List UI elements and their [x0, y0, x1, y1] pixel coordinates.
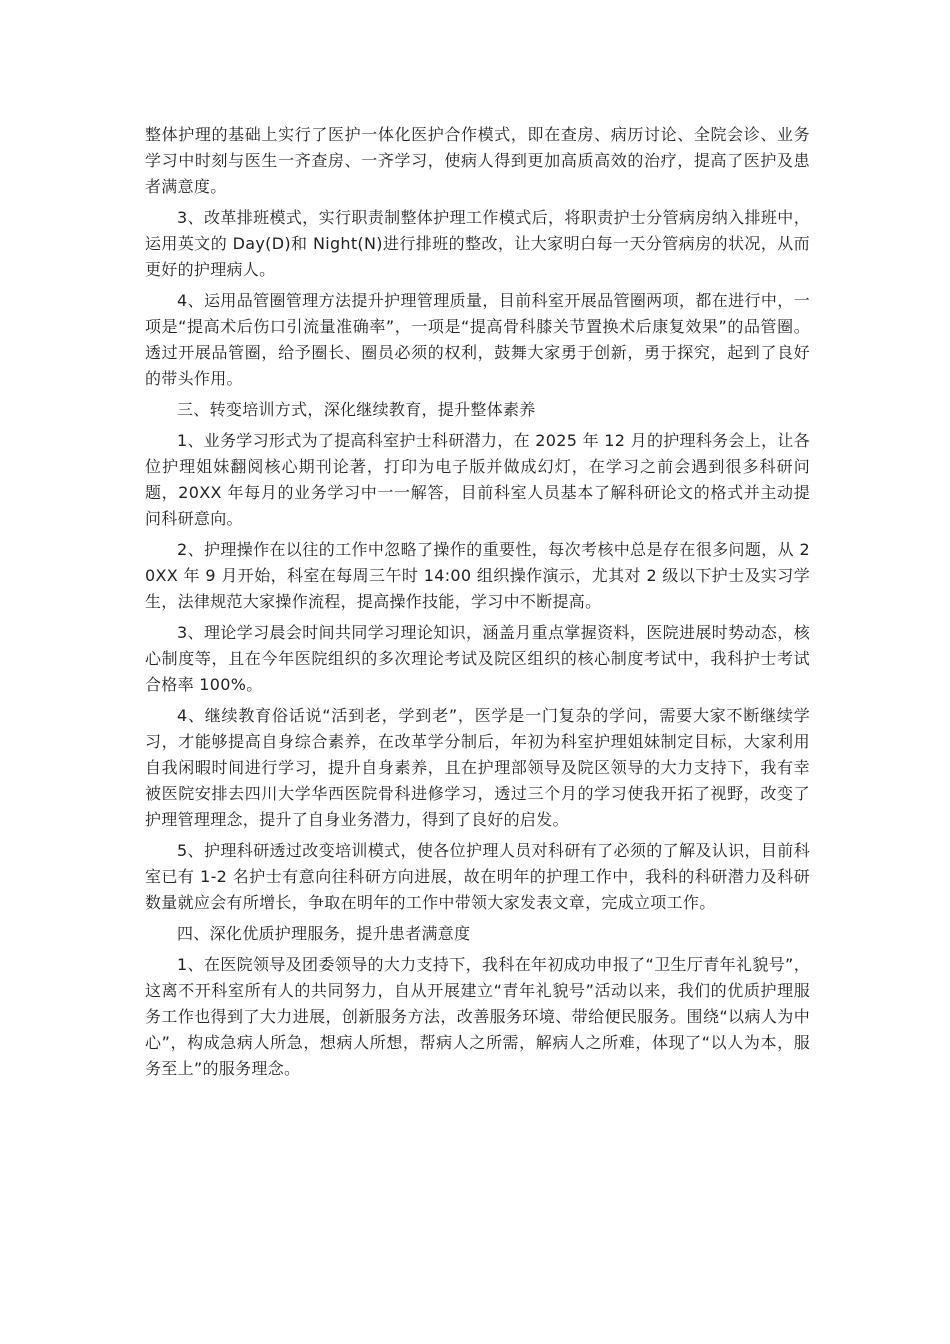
paragraph-nursing-research: 5、护理科研透过改变培训模式，使各位护理人员对科研有了必须的了解及认识，目前科室已有 1-2 名护士有意向往科研方向进展，故在明年的护理工作中，我科的科研潜力及科研数量就应会有所增长，争取在明年的工作中带领大家发表文章，完成立项工作。 [145, 841, 810, 912]
section-heading-training: 三、转变培训方式，深化继续教育，提升整体素养 [177, 400, 536, 419]
paragraph-quality-circle: 4、运用品管圈管理方法提升护理管理质量，目前科室开展品管圈两项，都在进行中，一项是“提高术后伤口引流量准确率”，一项是“提高骨科膝关节置换术后康复效果”的品管圈。透过开展品管圈，给予圈长、圈员必须的权利，鼓舞大家勇于创新，勇于探究，起到了良好的带头作用。 [145, 291, 810, 388]
paragraph-continuing-education: 4、继续教育俗话说“活到老，学到老”，医学是一门复杂的学问，需要大家不断继续学习，才能够提高自身综合素养，在改革学分制后，年初为科室护理姐妹制定目标，大家利用自我闲暇时间进行学习，提升自身素养，且在护理部领导及院区领导的大力支持下，我有幸被医院安排去四川大学华西医院骨科进修学习，透过三个月的学习使我开拓了视野，改变了护理管理理念，提升了自身业务潜力，得到了良好的启发。 [145, 706, 810, 829]
paragraph-continuation: 整体护理的基础上实行了医护一体化医护合作模式，即在查房、病历讨论、全院会诊、业务学习中时刻与医生一齐查房、一齐学习，使病人得到更加高质高效的治疗，提高了医护及患者满意度。 [145, 125, 810, 196]
paragraph-theory-learning: 3、理论学习晨会时间共同学习理论知识，涵盖月重点掌握资料，医院进展时势动态，核心制度等，且在今年医院组织的多次理论考试及院区组织的核心制度考试中，我科护士考试合格率 100%。 [145, 623, 810, 694]
document-body [145, 122, 810, 1082]
paragraph-shift-scheduling: 3、改革排班模式，实行职责制整体护理工作模式后，将职责护士分管病房纳入排班中，运用英文的 Day(D)和 Night(N)进行排班的整改，让大家明白每一天分管病房的状况，从而更好的护理病人。 [145, 208, 810, 279]
paragraph-nursing-operation: 2、护理操作在以往的工作中忽略了操作的重要性，每次考核中总是存在很多问题，从 20XX 年 9 月开始，科室在每周三午时 14:00 组织操作演示，尤其对 2 级以下护士及实习学生，法律规范大家操作流程，提高操作技能，学习中不断提高。 [145, 540, 810, 611]
section-heading-quality-service: 四、深化优质护理服务，提升患者满意度 [177, 924, 471, 943]
paragraph-youth-civility: 1、在医院领导及团委领导的大力支持下，我科在年初成功申报了“卫生厅青年礼貌号”，这离不开科室所有人的共同努力，自从开展建立“青年礼貌号”活动以来，我们的优质护理服务工作也得到了大力进展，创新服务方法，改善服务环境、带给便民服务。围绕“以病人为中心”，构成急病人所急，想病人所想，帮病人之所需，解病人之所难，体现了“以人为本，服务至上”的服务理念。 [145, 955, 810, 1078]
paragraph-business-learning: 1、业务学习形式为了提高科室护士科研潜力，在 2025 年 12 月的护理科务会上，让各位护理姐妹翻阅核心期刊论著，打印为电子版并做成幻灯，在学习之前会遇到很多科研问题，20XX 年每月的业务学习中一一解答，目前科室人员基本了解科研论文的格式并主动提问科研意向。 [145, 431, 810, 528]
